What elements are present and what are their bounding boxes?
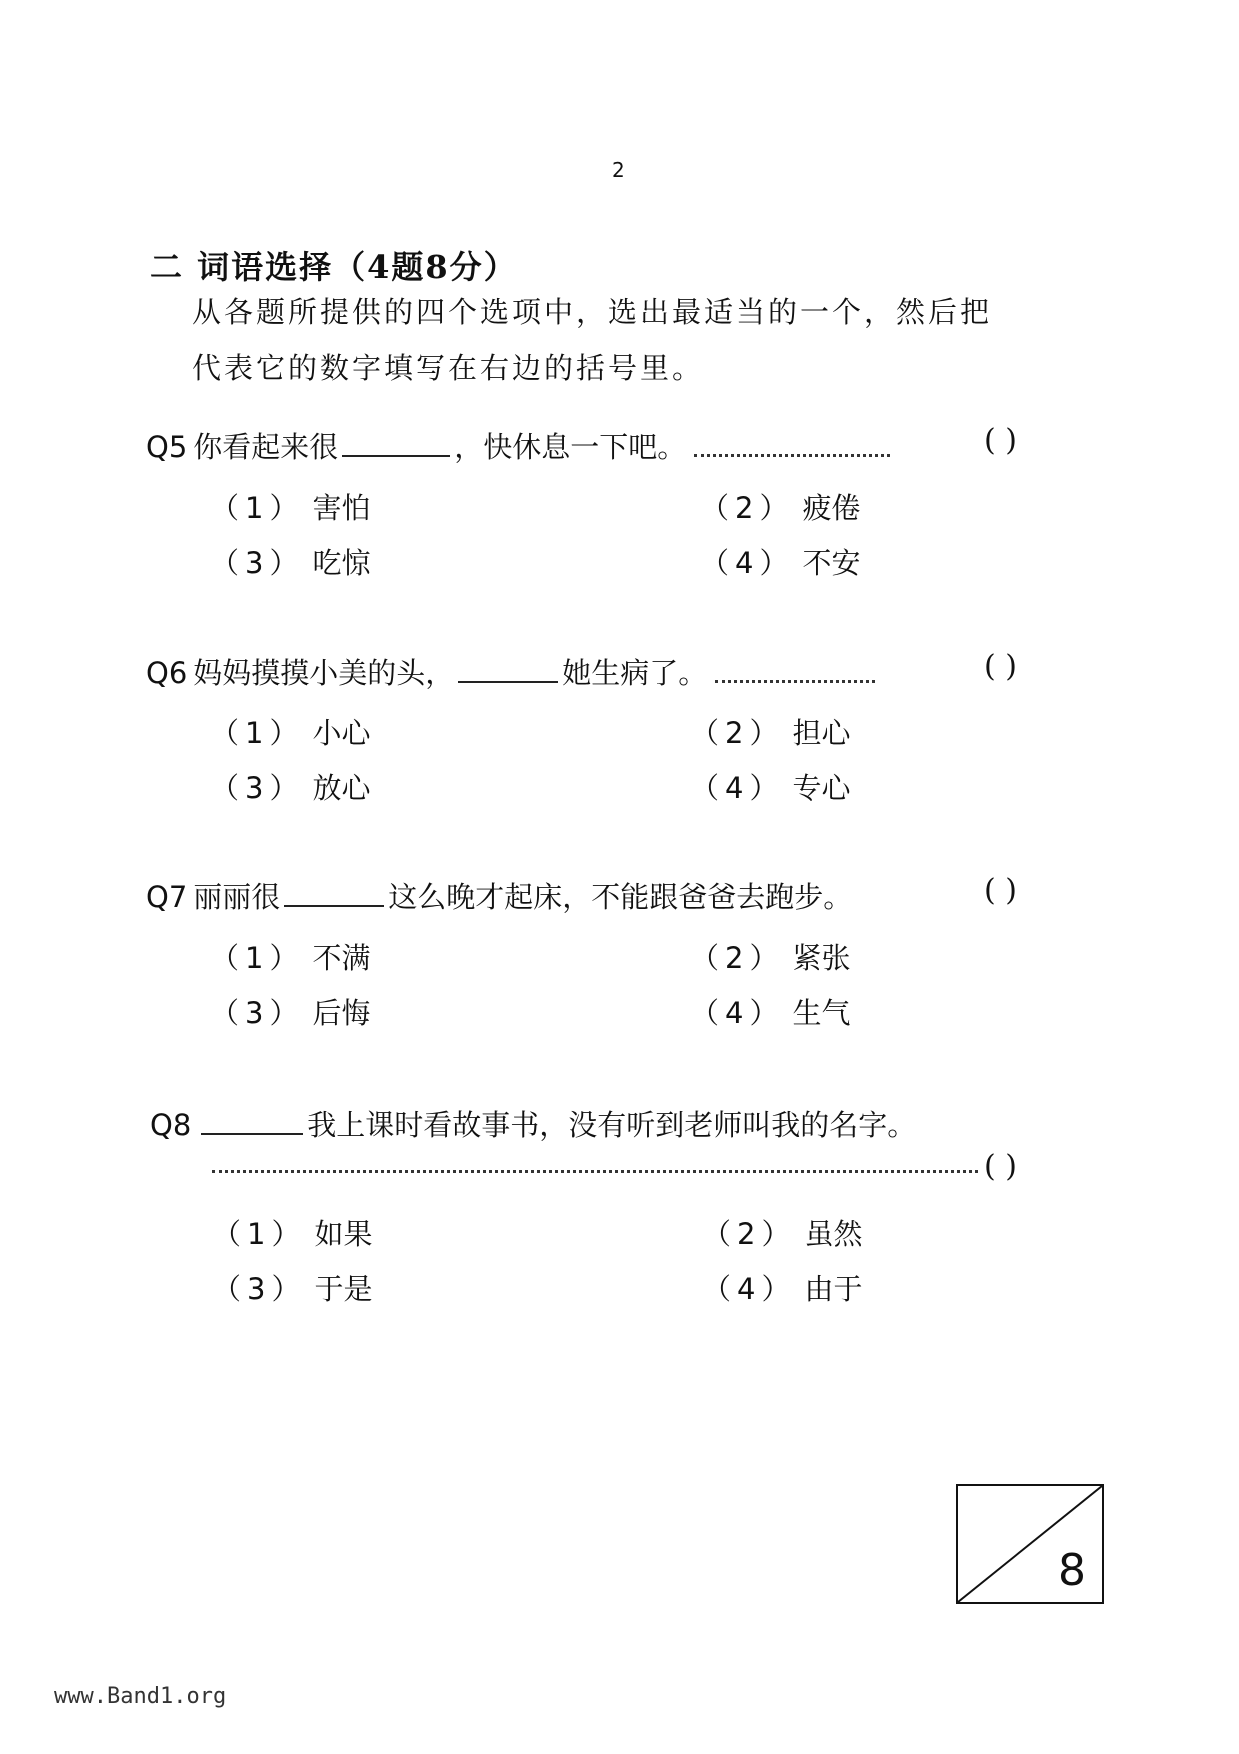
- option-label: （4）: [700, 546, 795, 580]
- option-text: 不安: [802, 546, 861, 580]
- option-label: （4）: [690, 996, 785, 1030]
- dot-leader: [715, 662, 875, 683]
- option-q5-3[interactable]: [210, 541, 370, 582]
- option-text: 虽然: [804, 1217, 863, 1251]
- answer-blank: [458, 655, 558, 683]
- option-q7-4[interactable]: [690, 991, 850, 1032]
- question-number: Q8: [150, 1108, 192, 1142]
- option-q7-2[interactable]: [690, 936, 850, 977]
- option-label: （3）: [210, 771, 305, 805]
- dot-leader: [212, 1152, 978, 1173]
- option-label: （1）: [212, 1217, 307, 1251]
- option-text: 小心: [312, 716, 371, 750]
- option-text: 于是: [314, 1272, 373, 1306]
- option-text: 生气: [792, 996, 851, 1030]
- answer-blank: [284, 879, 384, 907]
- answer-paren-q5[interactable]: ( ): [984, 423, 1017, 458]
- option-label: （2）: [702, 1217, 797, 1251]
- question-text-before: 你看起来很: [193, 430, 339, 464]
- score-box: [956, 1484, 1104, 1604]
- option-label: （1）: [210, 716, 305, 750]
- dot-leader: [694, 436, 890, 457]
- score-total: 8: [1058, 1545, 1086, 1596]
- option-label: （1）: [210, 491, 305, 525]
- option-label: （2）: [700, 491, 795, 525]
- option-text: 专心: [792, 771, 851, 805]
- option-text: 由于: [804, 1272, 863, 1306]
- instruction-line-2: 代表它的数字填写在右边的括号里。: [192, 351, 705, 385]
- option-q7-3[interactable]: [210, 991, 370, 1032]
- question-q5: [146, 425, 898, 466]
- footer-url: www.Band1.org: [54, 1684, 227, 1709]
- option-q7-1[interactable]: [210, 936, 370, 977]
- option-label: （4）: [690, 771, 785, 805]
- answer-blank: [342, 429, 450, 457]
- option-text: 害怕: [312, 491, 371, 525]
- question-text-before: 妈妈摸摸小美的头，: [193, 656, 455, 690]
- question-q8: [150, 1103, 916, 1144]
- answer-paren-q6[interactable]: ( ): [984, 649, 1017, 684]
- question-number: Q5: [146, 430, 188, 464]
- option-text: 吃惊: [312, 546, 371, 580]
- answer-blank: [201, 1107, 303, 1135]
- question-number: Q7: [146, 880, 188, 914]
- question-text-after: 我上课时看故事书，没有听到老师叫我的名字。: [307, 1108, 917, 1142]
- question-q6: [146, 651, 883, 692]
- option-label: （2）: [690, 941, 785, 975]
- option-q5-2[interactable]: [700, 486, 860, 527]
- option-text: 疲倦: [802, 491, 861, 525]
- option-q6-3[interactable]: [210, 766, 370, 807]
- option-text: 放心: [312, 771, 371, 805]
- option-label: （3）: [210, 996, 305, 1030]
- option-q5-4[interactable]: [700, 541, 860, 582]
- page-number: 2: [612, 158, 625, 182]
- option-text: 担心: [792, 716, 851, 750]
- option-q8-4[interactable]: [702, 1267, 862, 1308]
- option-text: 如果: [314, 1217, 373, 1251]
- option-q8-1[interactable]: [212, 1212, 372, 1253]
- answer-paren-q7[interactable]: ( ): [984, 873, 1017, 908]
- option-q8-3[interactable]: [212, 1267, 372, 1308]
- option-label: （3）: [212, 1272, 307, 1306]
- option-label: （1）: [210, 941, 305, 975]
- option-q6-4[interactable]: [690, 766, 850, 807]
- section-title: 二 词语选择（4题8分）: [150, 248, 518, 286]
- option-q8-2[interactable]: [702, 1212, 862, 1253]
- instruction-line-1: 从各题所提供的四个选项中，选出最适当的一个，然后把: [192, 295, 993, 329]
- question-text-before: 丽丽很: [193, 880, 281, 914]
- question-text-after: 她生病了。: [562, 656, 708, 690]
- question-number: Q6: [146, 656, 188, 690]
- option-q6-1[interactable]: [210, 711, 370, 752]
- option-text: 紧张: [792, 941, 851, 975]
- question-text-after: 这么晚才起床，不能跟爸爸去跑步。: [388, 880, 853, 914]
- question-q7: [146, 875, 852, 916]
- option-q6-2[interactable]: [690, 711, 850, 752]
- question-text-after: ，快休息一下吧。: [454, 430, 687, 464]
- answer-paren-q8[interactable]: ( ): [984, 1149, 1017, 1184]
- option-label: （2）: [690, 716, 785, 750]
- option-q5-1[interactable]: [210, 486, 370, 527]
- option-label: （3）: [210, 546, 305, 580]
- option-label: （4）: [702, 1272, 797, 1306]
- option-text: 不满: [312, 941, 371, 975]
- option-text: 后悔: [312, 996, 371, 1030]
